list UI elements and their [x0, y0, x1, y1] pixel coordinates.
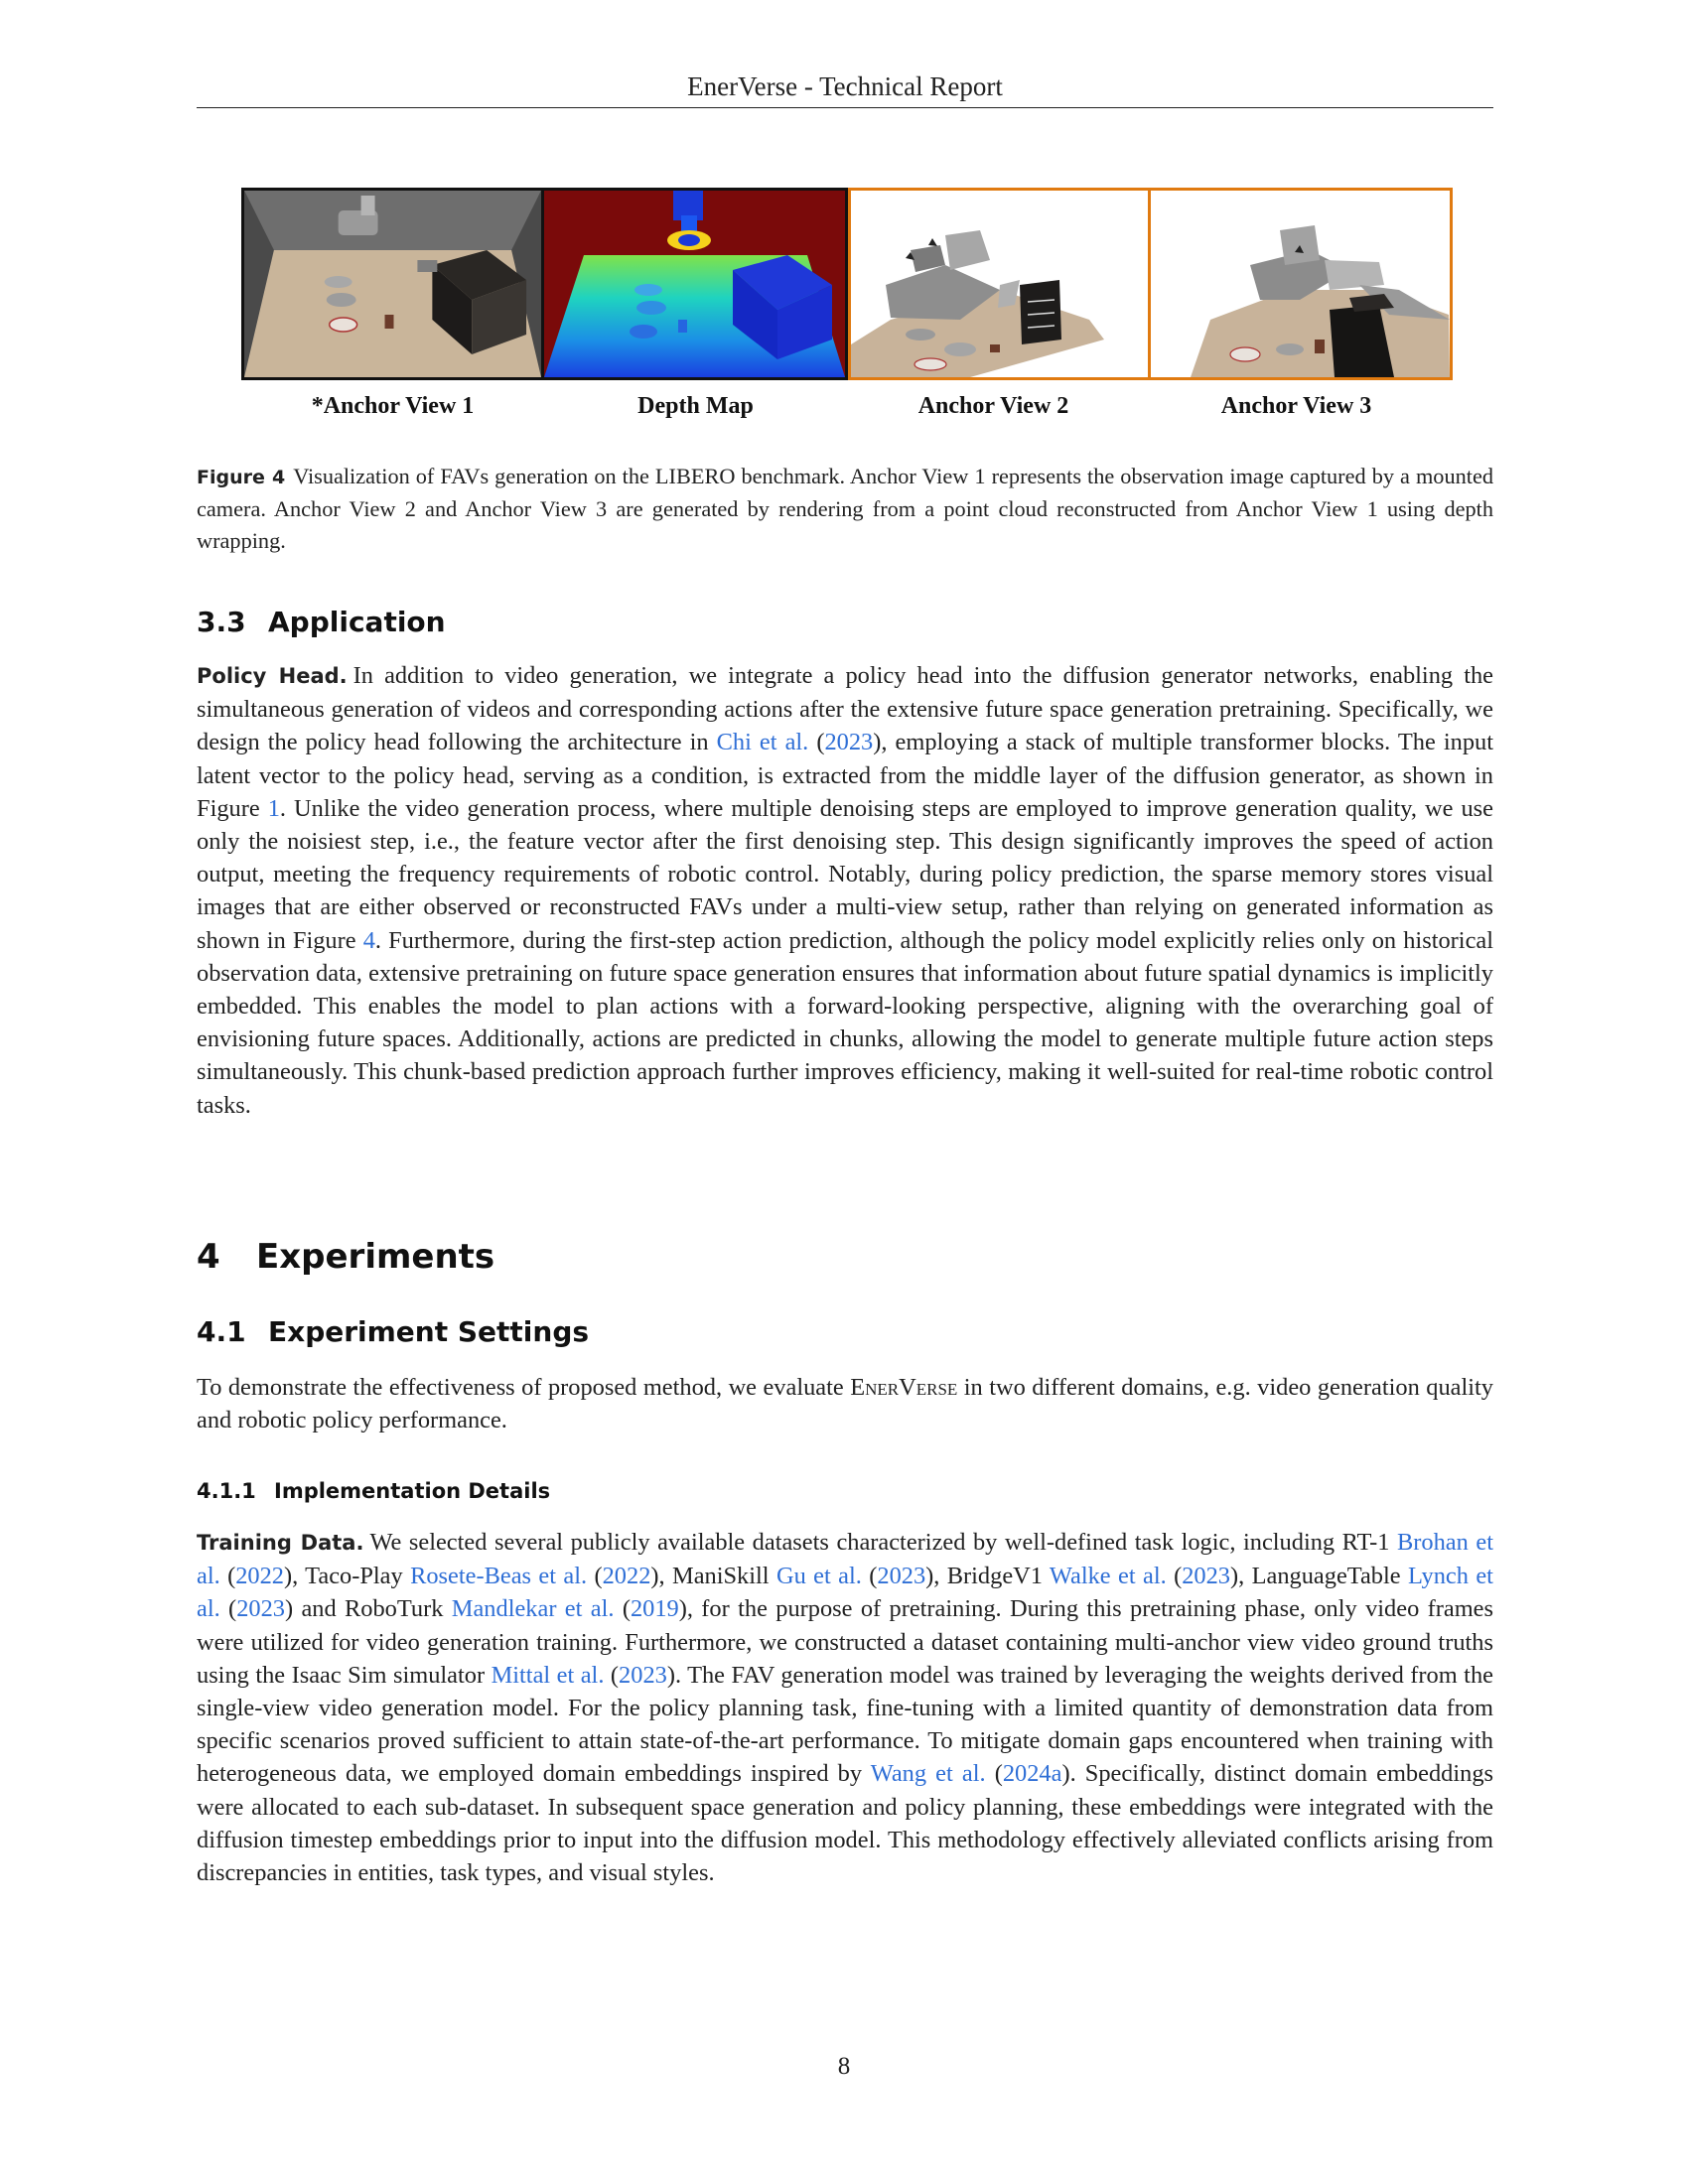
panel-label-anchor-view-3: Anchor View 3 [1220, 393, 1372, 419]
citation-link[interactable]: Walke et al. [1049, 1563, 1167, 1590]
experiment-settings-paragraph: To demonstrate the effectiveness of proposed method, we evaluate EnerVerse in two different domains, e.g. video generation quality and robotic policy performance. [197, 1374, 1493, 1434]
citation-year-link[interactable]: 2022 [602, 1563, 651, 1590]
section-title: Application [268, 606, 446, 638]
citation-link[interactable]: Brohan et al. [197, 1529, 1493, 1590]
citation-year-link[interactable]: 2023 [619, 1661, 667, 1689]
citation-year-link[interactable]: 2019 [630, 1595, 679, 1623]
section-heading-3-3 [197, 606, 446, 638]
citation-year-link[interactable]: 2024a [1002, 1760, 1062, 1788]
training-data-paragraph: Training Data. We selected several publicly available datasets characterized by well-defined task logic, including RT-1 Brohan et al. (2022), Taco-Play Rosete-Beas et al. (2022), ManiSkill Gu et al. (2023), BridgeV1 Walke et al. (2023), LanguageTable Lynch et al. (2023) and RoboTurk Mandlekar et al. (2019), for the purpose of pretraining. During this pretraining phase, only video frames were utilized for video generation training. Furthermore, we constructed a dataset containing multi-anchor view video ground truths using the Isaac Sim simulator Mittal et al. (2023). The FAV generation model was trained by leveraging the weights derived from the single-view video generation model. For the policy planning task, fine-tuning with a limited quantity of demonstration data from specific scenarios proved sufficient to attain state-of-the-art performance. To mitigate domain gaps encountered when training with heterogeneous data, we employed domain embeddings inspired by Wang et al. (2024a). Specifically, distinct domain embeddings were allocated to each sub-dataset. In subsequent space generation and policy planning, these embeddings were integrated with the diffusion timestep embeddings prior to input into the diffusion model. This methodology effectively alleviated conflicts arising from discrepancies in entities, task types, and visual styles. [197, 1529, 1494, 1887]
anchor-view-2-image [848, 188, 1151, 380]
citation-year-link[interactable]: 2023 [236, 1595, 285, 1623]
figure-ref-link[interactable]: 4 [362, 926, 375, 954]
section-heading-4-1-1 [197, 1479, 550, 1503]
citation-link[interactable]: Mandlekar et al. [451, 1595, 615, 1623]
citation-link[interactable]: Rosete-Beas et al. [410, 1563, 588, 1590]
figure-4 [241, 188, 1453, 380]
policy-head-paragraph: Policy Head. In addition to video generation, we integrate a policy head into the diffusion generator networks, enabling the simultaneous generation of videos and corresponding actions after the extensive future space generation pretraining. Specifically, we design the policy head following the architecture in Chi et al. (2023), employing a stack of multiple transformer blocks. The input latent vector to the policy head, serving as a condition, is extracted from the middle layer of the diffusion generator, as shown in Figure 1. Unlike the video generation process, where multiple denoising steps are employed to improve generation quality, we use only the noisiest step, i.e., the feature vector after the first denoising step. This design significantly improves the speed of action output, meeting the frequency requirements of robotic control. Notably, during policy prediction, the sparse memory stores visual images that are either observed or reconstructed FAVs under a multi-view setup, rather than relying on generated information as shown in Figure 4. Furthermore, during the first-step action prediction, although the policy model explicitly relies only on historical observation data, extensive pretraining on future space generation ensures that information about future spatial dynamics is implicitly embedded. This enables the model to plan actions with a forward-looking perspective, aligning with the overarching goal of envisioning future spaces. Additionally, actions are predicted in chunks, allowing the model to generate multiple future action steps simultaneously. This chunk-based prediction approach further improves efficiency, making it well-suited for real-time robotic control tasks. [197, 662, 1493, 1119]
method-name: EnerVerse [850, 1374, 958, 1401]
citation-link[interactable]: Mittal et al. [491, 1661, 605, 1689]
section-title: Implementation Details [274, 1479, 551, 1503]
paragraph-lead: Training Data. [197, 1531, 364, 1555]
figure-ref-link[interactable]: 1 [267, 794, 280, 822]
panel-label-anchor-view-1: *Anchor View 1 [311, 393, 475, 419]
running-header: EnerVerse - Technical Report [687, 71, 1003, 101]
citation-year-link[interactable]: 2023 [877, 1563, 926, 1590]
section-heading-4 [197, 1237, 494, 1277]
header-rule [197, 107, 1493, 108]
anchor-view-3-image [1148, 188, 1453, 380]
section-number: 4 [197, 1237, 220, 1277]
figure-caption [197, 461, 1493, 557]
figure-label: Figure 4 [197, 467, 286, 488]
figure-caption-text: Visualization of FAVs generation on the LIBERO benchmark. Anchor View 1 represents the observation image captured by a mounted camera. Anchor View 2 and Anchor View 3 are generated by rendering from a point cloud reconstructed from Anchor View 1 using depth wrapping. [197, 464, 1493, 553]
panel-label-depth-map: Depth Map [637, 393, 754, 419]
panel-label-anchor-view-2: Anchor View 2 [917, 393, 1069, 419]
section-title: Experiment Settings [268, 1315, 590, 1348]
section-heading-4-1 [197, 1315, 589, 1348]
page-number: 8 [837, 2053, 851, 2080]
section-number: 3.3 [197, 606, 246, 638]
citation-link[interactable]: Wang et al. [870, 1760, 986, 1788]
citation-link[interactable]: Gu et al. [775, 1563, 862, 1590]
section-title: Experiments [256, 1237, 495, 1277]
citation-year-link[interactable]: 2023 [824, 729, 874, 756]
citation-link[interactable]: Lynch et al. [197, 1563, 1493, 1623]
paragraph-lead: Policy Head. [197, 664, 348, 688]
section-number: 4.1.1 [197, 1479, 256, 1503]
anchor-view-1-image [241, 188, 544, 380]
citation-link[interactable]: Chi et al. [716, 729, 809, 756]
citation-year-link[interactable]: 2022 [235, 1563, 284, 1590]
depth-map-image [544, 188, 848, 380]
citation-year-link[interactable]: 2023 [1182, 1563, 1230, 1590]
section-number: 4.1 [197, 1315, 246, 1348]
